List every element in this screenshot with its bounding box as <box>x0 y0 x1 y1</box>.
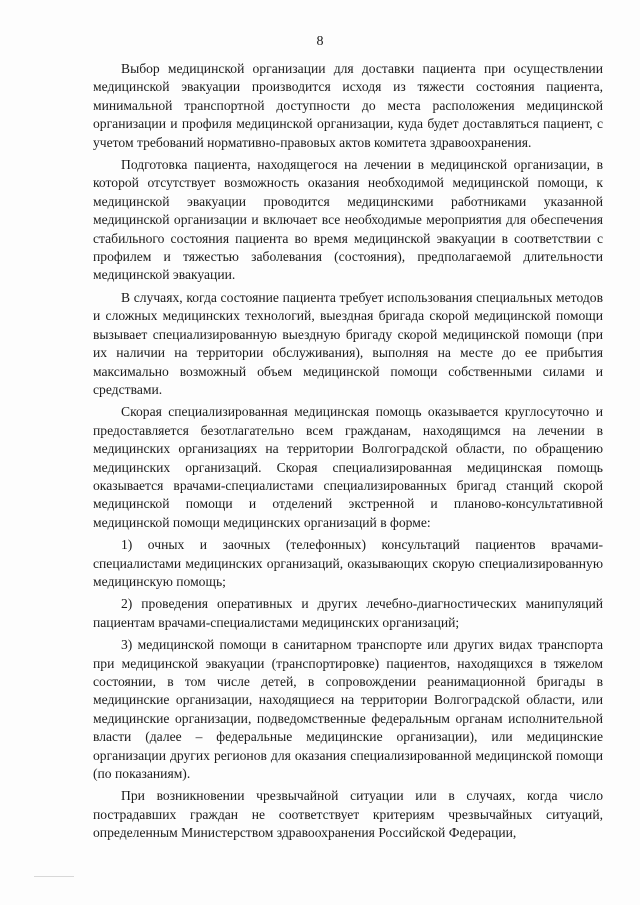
paragraph-specialized-care: Скорая специализированная медицинская помощь оказывается круглосуточно и предоставляется безотлагательно всем гражданам, находящимся на лечении в медицинских организациях на территории Волгоградской области, по обращению медицинских организаций. Скорая специализированная медицинская помощь оказывается врачами-специалистами специализированных бригад станций скорой медицинской помощи и отделений экстренной и планово-консультативной медицинской помощи медицинских организаций в форме: <box>93 404 603 530</box>
paragraph-patient-delivery-choice: Выбор медицинской организации для доставки пациента при осуществлении медицинской эвакуации производится исходя из тяжести состояния пациента, минимальной транспортной доступности до места расположения медицинской организации и профиля медицинской организации, куда будет доставляться пациент, с учетом требований нормативно-правовых актов комитета здравоохранения. <box>93 61 603 150</box>
list-item-operations: 2) проведения оперативных и других лечебно-диагностических манипуляций пациентам врачами-специалистами медицинских организаций; <box>93 596 603 630</box>
list-item-consultations: 1) очных и заочных (телефонных) консультаций пациентов врачами-специалистами медицинских организаций, оказывающих скорую специализированную медицинскую помощь; <box>93 537 603 589</box>
list-item-sanitary-transport: 3) медицинской помощи в санитарном транспорте или других видах транспорта при медицинской эвакуации (транспортировке) пациентов, находящихся в тяжелом состоянии, в том числе детей, в сопровождении реанимационной бригады в медицинские организации, находящиеся на территории Волгоградской области, или медицинские организации, подведомственные федеральным органам исполнительной власти (далее – федеральные медицинские организации), или медицинские организации других регионов для оказания специализированной медицинской помощи (по показаниям). <box>93 637 603 782</box>
scan-artifact <box>34 876 74 877</box>
document-body <box>93 60 603 843</box>
paragraph-special-methods: В случаях, когда состояние пациента требует использования специальных методов и сложных медицинских технологий, выездная бригада скорой медицинской помощи вызывает специализированную выездную бригаду скорой медицинской помощи (при их наличии на территории обслуживания), выполняя на месте до ее прибытия максимально возможный объем медицинской помощи собственными силами и средствами. <box>93 289 603 397</box>
page-number: 8 <box>316 34 324 49</box>
paragraph-patient-preparation: Подготовка пациента, находящегося на лечении в медицинской организации, в которой отсутствует возможность оказания необходимой медицинской помощи, к медицинской эвакуации проводится медицинскими работниками указанной медицинской организации и включает все необходимые мероприятия для обеспечения стабильного состояния пациента во время медицинской эвакуации в соответствии с профилем и тяжестью заболевания (состояния), предполагаемой длительности медицинской эвакуации. <box>93 157 603 283</box>
paragraph-emergency-situation: При возникновении чрезвычайной ситуации или в случаях, когда число пострадавших граждан не соответствует критериям чрезвычайных ситуаций, определенным Министерством здравоохранения Российской Федерации, <box>93 788 603 841</box>
